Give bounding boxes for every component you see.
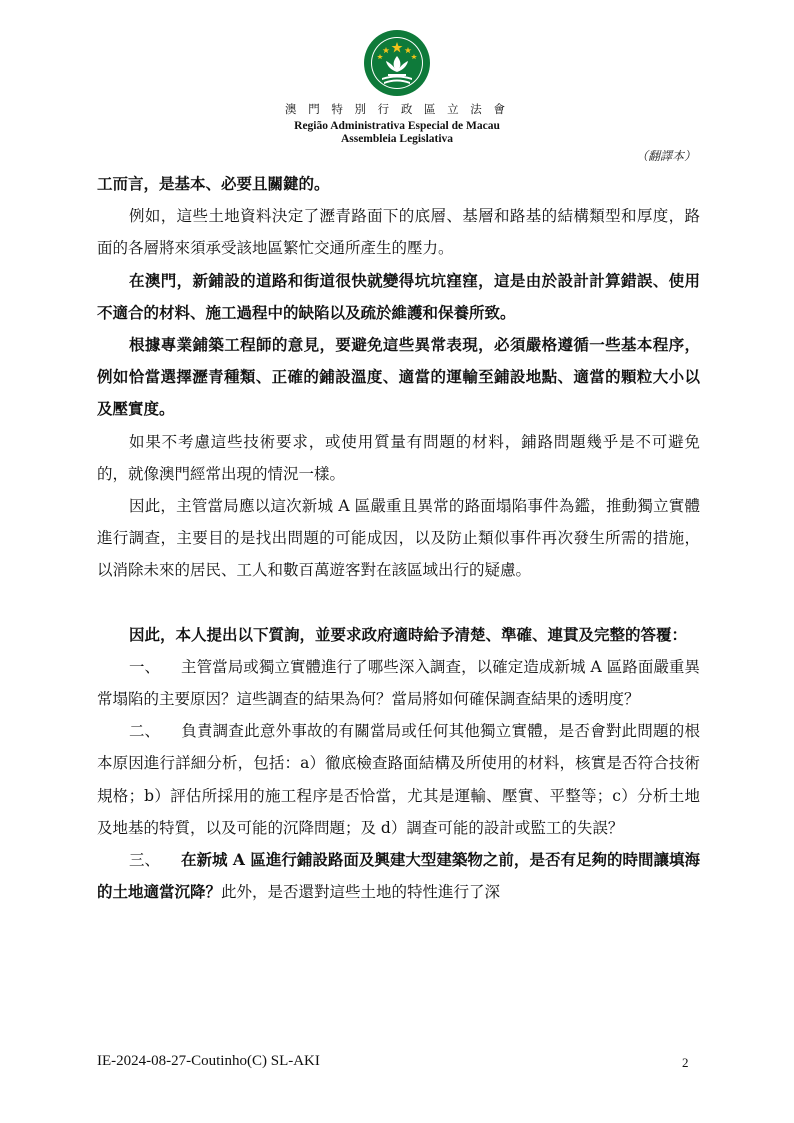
paragraph-2: 例如，這些土地資料決定了瀝青路面下的底層、基層和路基的結構類型和厚度，路面的各層將來須承受該地區繁忙交通所產生的壓力。 — [97, 207, 700, 258]
question-3-number: 三、 — [129, 851, 161, 870]
paragraph-5: 如果不考慮這些技術要求，或使用質量有問題的材料，鋪路問題幾乎是不可避免的，就像澳門經常出現的情況一樣。 — [97, 432, 700, 483]
paragraph-1: 工而言，是基本、必要且關鍵的。 — [97, 174, 330, 193]
footer-doc-id: IE-2024-08-27-Coutinho(C) SL-AKI — [97, 1053, 320, 1069]
question-3 — [97, 844, 700, 908]
translation-note: （翻譯本） — [635, 149, 696, 163]
paragraph-4: 根據專業鋪築工程師的意見，要避免這些異常表現，必須嚴格遵循一些基本程序，例如恰當選擇瀝青種類、正確的鋪設溫度、適當的運輸至鋪設地點、適當的顆粒大小以及壓實度。 — [97, 335, 700, 419]
question-3-text: 此外，是否還對這些土地的特性進行了深 — [221, 883, 501, 902]
question-2-text: 負責調查此意外事故的有關當局或任何其他獨立實體，是否會對此問題的根本原因進行詳細分析，包括：a）徹底檢查路面結構及所使用的材料，核實是否符合技術規格；b）評估所採用的施工程序是否恰當，尤其是運輸、壓實、平整等；c）分析土地及地基的特質，以及可能的沉降問題；及 d）調查可能的設計或監工的失誤？ — [97, 722, 700, 837]
paragraph-6: 因此，主管當局應以這次新城 A 區嚴重且異常的路面塌陷事件為鑑，推動獨立實體進行調查，主要目的是找出問題的可能成因，以及防止類似事件再次發生所需的措施，以消除未來的居民、工人和數百萬遊客對在該區域出行的疑慮。 — [97, 497, 700, 580]
paragraph-gap — [97, 587, 700, 619]
question-2 — [97, 715, 700, 844]
header-title-pt-line2: Assembleia Legislativa — [340, 133, 454, 145]
header-title-pt-line1: Região Administrativa Especial de Macau — [294, 120, 500, 132]
header-title-zh: 澳 門 特 別 行 政 區 立 法 會 — [285, 102, 509, 116]
question-3-bold-text: 在新城 A 區進行鋪設路面及興建大型建築物之前，是否有足夠的時間讓填海的土地適當沉降？ — [97, 850, 700, 902]
page-number: 2 — [682, 1055, 689, 1070]
question-1-text: 主管當局或獨立實體進行了哪些深入調查，以確定造成新城 A 區路面嚴重異常塌陷的主要原因？這些調查的結果為何？當局將如何確保調查結果的透明度？ — [97, 657, 700, 709]
document-body — [97, 168, 700, 908]
paragraph-7: 因此，本人提出以下質詢，並要求政府適時給予清楚、準確、連貫及完整的答覆： — [129, 624, 688, 644]
macau-emblem-icon — [362, 28, 432, 98]
question-2-number: 二、 — [129, 722, 161, 741]
question-1 — [97, 651, 700, 715]
question-1-number: 一、 — [129, 657, 161, 676]
paragraph-3: 在澳門，新鋪設的道路和街道很快就變得坑坑窪窪，這是由於設計計算錯誤、使用不適合的材料、施工過程中的缺陷以及疏於維護和保養所致。 — [97, 270, 700, 322]
